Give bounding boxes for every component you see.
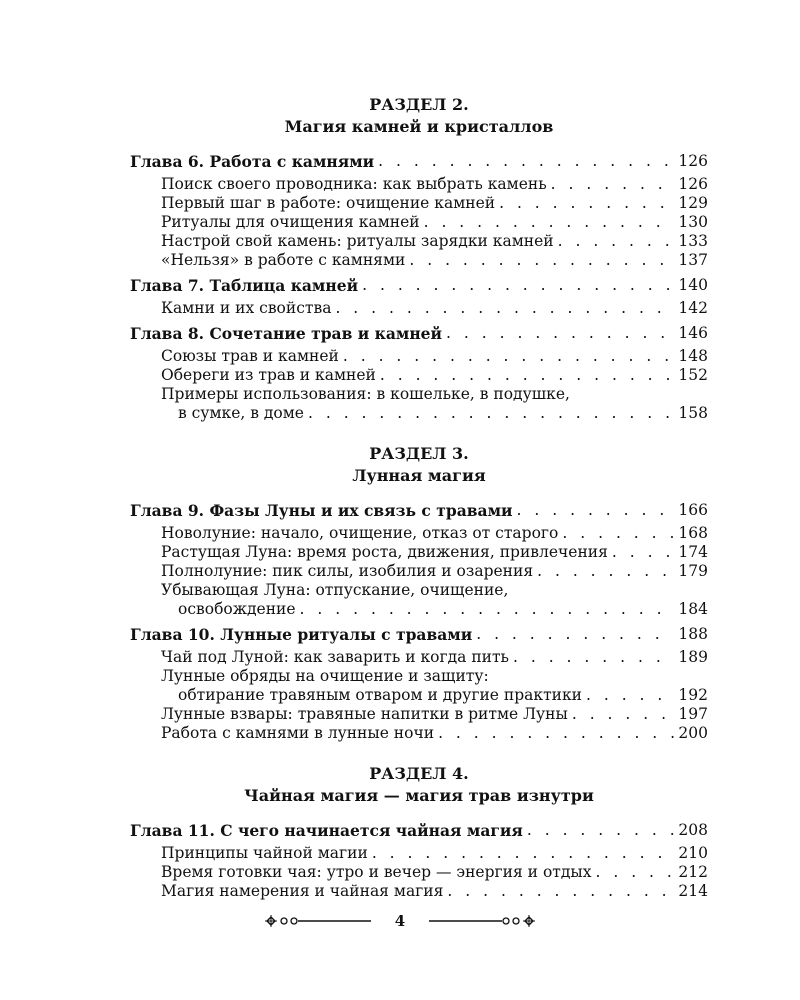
toc-entry-label: Время готовки чая: утро и вечер — энергия и отдых bbox=[161, 863, 592, 881]
page-ref: 126 bbox=[678, 152, 708, 170]
page-ref: 166 bbox=[678, 501, 708, 519]
leader-dots bbox=[343, 347, 674, 366]
chapter-entry bbox=[130, 324, 708, 343]
leader-dots bbox=[612, 543, 674, 562]
page-ref: 126 bbox=[678, 175, 708, 193]
toc-entry bbox=[130, 232, 708, 251]
leader-dots bbox=[595, 863, 674, 882]
section-number: РАЗДЕЛ 3. bbox=[369, 444, 469, 463]
chapter-block bbox=[130, 276, 708, 318]
page-ref: 208 bbox=[678, 821, 708, 839]
toc-entry bbox=[130, 648, 708, 667]
leader-dots bbox=[447, 882, 674, 901]
page-ref: 130 bbox=[678, 213, 708, 231]
toc-entry bbox=[130, 404, 708, 423]
toc-entry-label: Первый шаг в работе: очищение камней bbox=[161, 194, 496, 212]
page-ref: 200 bbox=[678, 724, 708, 742]
leader-dots bbox=[517, 501, 674, 520]
toc-entry-label: Принципы чайной магии bbox=[161, 844, 368, 862]
toc-entry bbox=[130, 705, 708, 724]
chapter-entry-label: Глава 9. Фазы Луны и их связь с травами bbox=[130, 501, 513, 520]
page-ref: 214 bbox=[678, 882, 708, 900]
toc-entry-label: обтирание травяным отваром и другие практики bbox=[178, 686, 582, 704]
toc-entry bbox=[130, 524, 708, 543]
page-ref: 174 bbox=[678, 543, 708, 561]
leader-dots bbox=[558, 232, 674, 251]
toc-entry-label: Поиск своего проводника: как выбрать камень bbox=[161, 175, 547, 193]
toc-entry bbox=[130, 844, 708, 863]
page-ref: 146 bbox=[678, 324, 708, 342]
section-number: РАЗДЕЛ 4. bbox=[369, 764, 469, 783]
leader-dots bbox=[438, 724, 674, 743]
leader-dots bbox=[572, 705, 674, 724]
leader-dots bbox=[380, 366, 674, 385]
section-title: Магия камней и кристаллов bbox=[284, 117, 554, 136]
page-ref: 168 bbox=[678, 524, 708, 542]
page-ref: 188 bbox=[678, 625, 708, 643]
toc-entry-label: Камни и их свойства bbox=[161, 299, 332, 317]
page-footer bbox=[0, 912, 800, 930]
section-heading bbox=[130, 763, 708, 807]
left-ornament-icon bbox=[261, 913, 373, 929]
page-ref: 184 bbox=[678, 600, 708, 618]
leader-dots bbox=[586, 686, 674, 705]
toc-entry-label: Новолуние: начало, очищение, отказ от старого bbox=[161, 524, 559, 542]
chapter-block bbox=[130, 324, 708, 423]
chapter-entry bbox=[130, 625, 708, 644]
page-ref: 129 bbox=[678, 194, 708, 212]
leader-dots bbox=[476, 625, 674, 644]
page-ref: 192 bbox=[678, 686, 708, 704]
toc-entry-label: Настрой свой камень: ритуалы зарядки камней bbox=[161, 232, 554, 250]
chapter-entry-label: Глава 8. Сочетание трав и камней bbox=[130, 324, 443, 343]
page-ref: 189 bbox=[678, 648, 708, 666]
toc-entry bbox=[130, 251, 708, 270]
page-ref: 148 bbox=[678, 347, 708, 365]
toc-entry-label: Работа с камнями в лунные ночи bbox=[161, 724, 435, 742]
toc-entry-label: Магия намерения и чайная магия bbox=[161, 882, 444, 900]
toc-entry-label: Союзы трав и камней bbox=[161, 347, 339, 365]
leader-dots bbox=[551, 175, 674, 194]
leader-dots bbox=[562, 524, 674, 543]
toc-entry-label: Растущая Луна: время роста, движения, привлечения bbox=[161, 543, 608, 561]
toc-entry-label: Примеры использования: в кошельке, в подушке, bbox=[161, 385, 570, 403]
toc-entry bbox=[130, 347, 708, 366]
chapter-entry-label: Глава 6. Работа с камнями bbox=[130, 152, 375, 171]
toc-entry bbox=[130, 299, 708, 318]
toc-entry-label: Ритуалы для очищения камней bbox=[161, 213, 420, 231]
toc-entry bbox=[130, 543, 708, 562]
toc-entry-label: в сумке, в доме bbox=[178, 404, 304, 422]
leader-dots bbox=[300, 600, 674, 619]
toc-entry bbox=[130, 600, 708, 619]
page-ref: 197 bbox=[678, 705, 708, 723]
table-of-contents bbox=[130, 94, 708, 901]
leader-dots bbox=[372, 844, 674, 863]
right-ornament-icon bbox=[427, 913, 539, 929]
section-heading bbox=[130, 94, 708, 138]
page-ref: 152 bbox=[678, 366, 708, 384]
chapter-block bbox=[130, 625, 708, 743]
leader-dots bbox=[409, 251, 674, 270]
page-ref: 210 bbox=[678, 844, 708, 862]
section-title: Лунная магия bbox=[352, 466, 486, 485]
leader-dots bbox=[499, 194, 674, 213]
page-ref: 133 bbox=[678, 232, 708, 250]
toc-entry bbox=[130, 194, 708, 213]
chapter-entry-label: Глава 11. С чего начинается чайная магия bbox=[130, 821, 523, 840]
chapter-entry-label: Глава 7. Таблица камней bbox=[130, 276, 359, 295]
section-title: Чайная магия — магия трав изнутри bbox=[244, 786, 594, 805]
chapter-block bbox=[130, 821, 708, 901]
chapter-entry bbox=[130, 821, 708, 840]
toc-entry bbox=[130, 366, 708, 385]
leader-dots bbox=[537, 562, 674, 581]
chapter-entry bbox=[130, 276, 708, 295]
toc-entry bbox=[130, 863, 708, 882]
toc-entry-label: Полнолуние: пик силы, изобилия и озарения bbox=[161, 562, 534, 580]
leader-dots bbox=[424, 213, 674, 232]
page-ref: 212 bbox=[678, 863, 708, 881]
chapter-entry bbox=[130, 152, 708, 171]
toc-entry bbox=[130, 882, 708, 901]
toc-entry-label: освобождение bbox=[178, 600, 296, 618]
toc-entry-label: Лунные обряды на очищение и защиту: bbox=[161, 667, 489, 685]
toc-entry bbox=[130, 213, 708, 232]
page-ref: 179 bbox=[678, 562, 708, 580]
toc-entry-label: Обереги из трав и камней bbox=[161, 366, 376, 384]
page-ref: 158 bbox=[678, 404, 708, 422]
leader-dots bbox=[308, 404, 674, 423]
section-heading bbox=[130, 443, 708, 487]
leader-dots bbox=[378, 152, 674, 171]
chapter-entry bbox=[130, 501, 708, 520]
chapter-block bbox=[130, 152, 708, 270]
page-ref: 142 bbox=[678, 299, 708, 317]
toc-entry bbox=[130, 724, 708, 743]
toc-entry-label: Лунные взвары: травяные напитки в ритме Луны bbox=[161, 705, 568, 723]
leader-dots bbox=[446, 324, 674, 343]
leader-dots bbox=[513, 648, 674, 667]
leader-dots bbox=[527, 821, 674, 840]
toc-entry-label: Убывающая Луна: отпускание, очищение, bbox=[161, 581, 509, 599]
page-ref: 137 bbox=[678, 251, 708, 269]
toc-entry bbox=[130, 562, 708, 581]
page-ref: 140 bbox=[678, 276, 708, 294]
page-number: 4 bbox=[394, 912, 406, 930]
section-number: РАЗДЕЛ 2. bbox=[369, 95, 469, 114]
leader-dots bbox=[362, 276, 674, 295]
chapter-entry-label: Глава 10. Лунные ритуалы с травами bbox=[130, 625, 473, 644]
toc-entry-label: «Нельзя» в работе с камнями bbox=[161, 251, 406, 269]
chapter-block bbox=[130, 501, 708, 619]
toc-entry-label: Чай под Луной: как заварить и когда пить bbox=[161, 648, 509, 666]
leader-dots bbox=[335, 299, 674, 318]
toc-entry bbox=[130, 686, 708, 705]
toc-entry bbox=[130, 175, 708, 194]
